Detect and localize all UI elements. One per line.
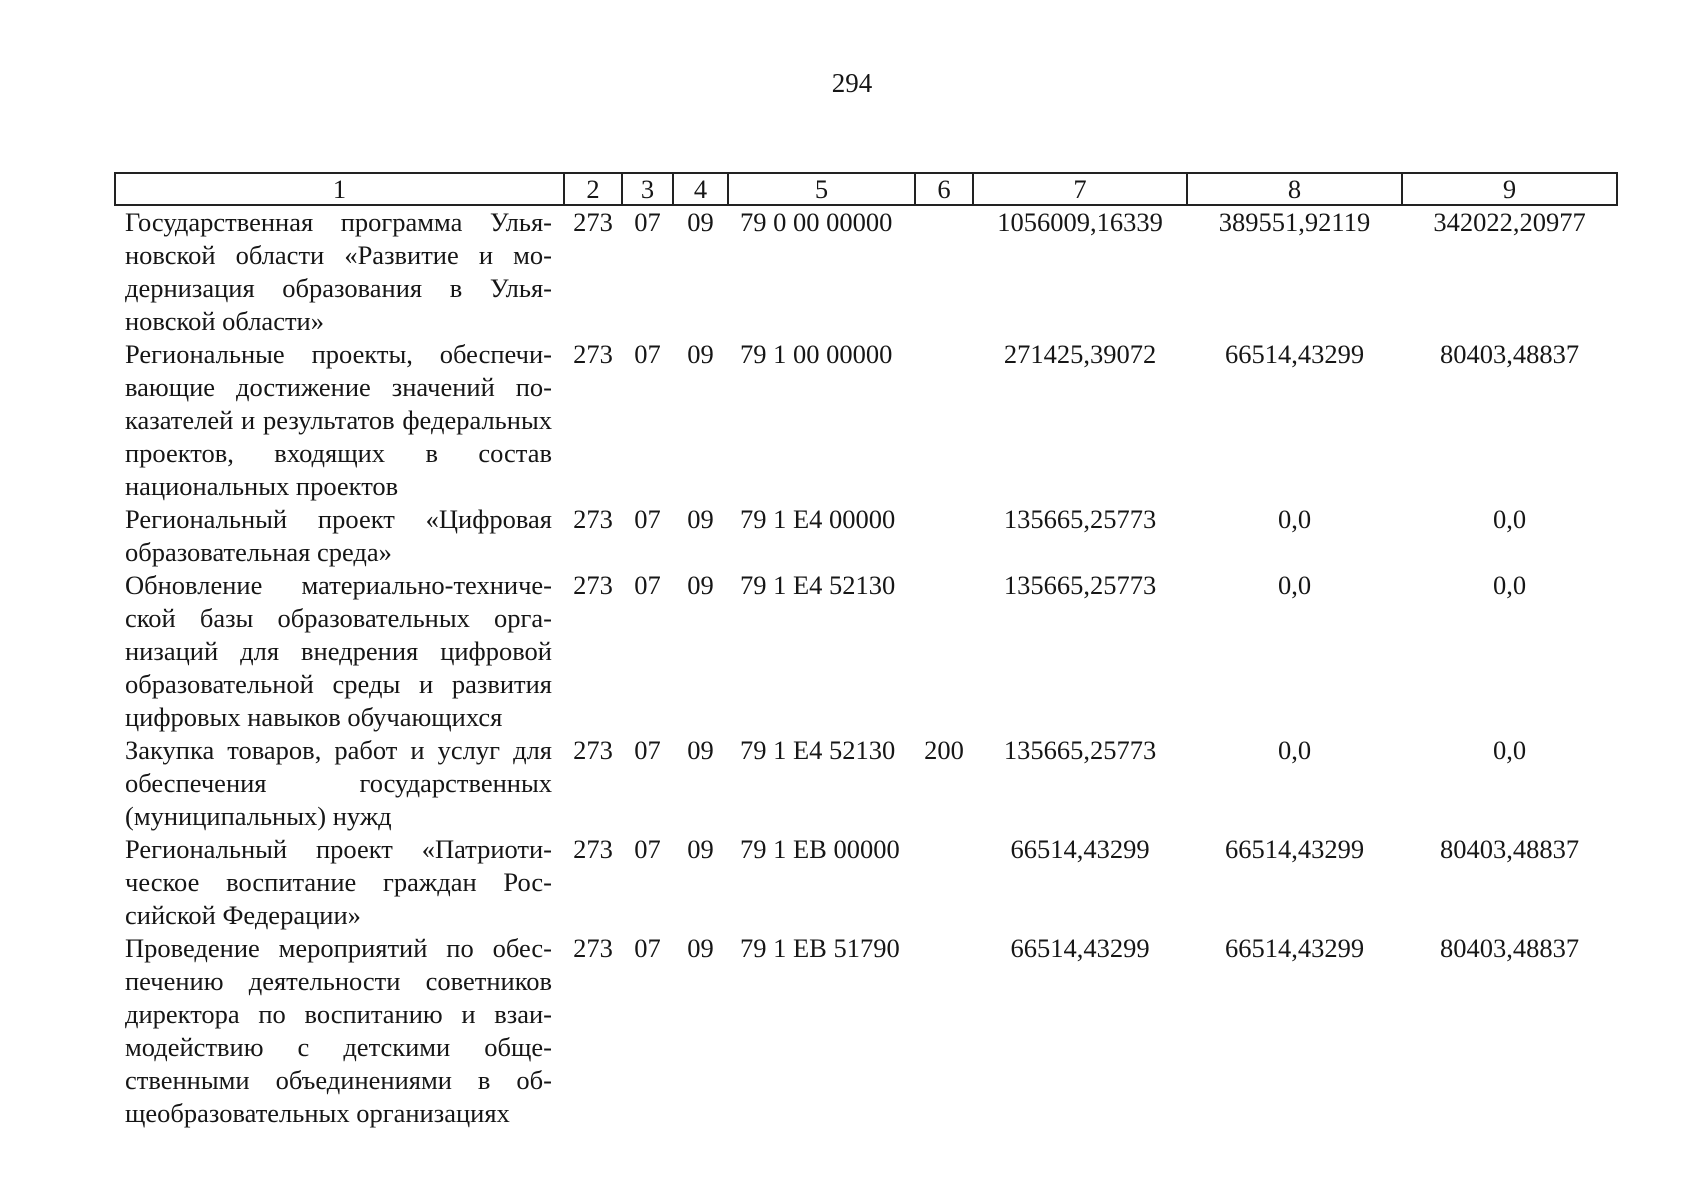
row-code-6 — [915, 503, 973, 569]
row-amount-7: 271425,39072 — [1003, 339, 1157, 369]
row-code-6 — [915, 833, 973, 932]
row-code-5: 79 1 Е4 52130 — [740, 735, 896, 765]
row-code-2: 273 — [573, 834, 613, 864]
row-code-4: 09 — [687, 504, 714, 534]
column-header: 2 — [564, 173, 622, 205]
row-amount-8: 0,0 — [1277, 570, 1312, 600]
row-amount-8: 66514,43299 — [1224, 834, 1365, 864]
row-code-6 — [915, 932, 973, 1130]
row-amount-7: 135665,25773 — [1003, 735, 1157, 765]
row-code-3: 07 — [634, 933, 661, 963]
row-code-5: 79 1 ЕВ 00000 — [740, 834, 900, 864]
row-code-4: 09 — [687, 570, 714, 600]
row-code-2: 273 — [573, 933, 613, 963]
row-amount-8: 66514,43299 — [1224, 339, 1365, 369]
row-code-2: 273 — [573, 207, 613, 237]
row-amount-9: 0,0 — [1492, 735, 1527, 765]
row-code-6 — [915, 205, 973, 338]
row-amount-9: 80403,48837 — [1439, 834, 1580, 864]
row-code-6 — [915, 569, 973, 734]
row-name: Обновление материально-технической базы образовательных организаций для внедрения цифровой образовательной среды и развития цифровых навыков обучающихся — [125, 570, 552, 732]
row-amount-9: 342022,20977 — [1433, 207, 1586, 237]
row-code-5: 79 1 ЕВ 51790 — [740, 933, 900, 963]
table-row — [115, 205, 1617, 338]
row-amount-9: 80403,48837 — [1439, 339, 1580, 369]
row-code-5: 79 1 00 00000 — [740, 339, 893, 369]
row-name: Региональные проекты, обеспечивающие достижение значений показателей и результатов федеральных проектов, входящих в состав национальных проектов — [125, 339, 552, 501]
row-amount-7: 66514,43299 — [1010, 933, 1150, 963]
row-amount-9: 0,0 — [1492, 504, 1527, 534]
row-name: Региональный проект «Цифровая образовательная среда» — [125, 504, 552, 567]
row-code-6 — [915, 338, 973, 503]
row-code-3: 07 — [634, 504, 661, 534]
row-name: Региональный проект «Патриотическое воспитание граждан Российской Федерации» — [125, 834, 552, 930]
row-code-3: 07 — [634, 735, 661, 765]
row-name: Закупка товаров, работ и услуг для обеспечения государственных (муниципальных) нужд — [125, 735, 552, 831]
row-amount-9: 0,0 — [1492, 570, 1527, 600]
row-code-2: 273 — [573, 735, 613, 765]
column-header: 8 — [1187, 173, 1402, 205]
page-number: 294 — [831, 68, 873, 98]
row-amount-7: 135665,25773 — [1003, 504, 1157, 534]
column-header: 6 — [915, 173, 973, 205]
row-amount-9: 80403,48837 — [1439, 933, 1580, 963]
row-code-2: 273 — [573, 339, 613, 369]
row-amount-7: 1056009,16339 — [997, 207, 1163, 237]
budget-table — [114, 172, 1618, 1130]
row-code-2: 273 — [573, 504, 613, 534]
row-amount-8: 66514,43299 — [1224, 933, 1365, 963]
row-code-2: 273 — [573, 570, 613, 600]
row-code-5: 79 1 Е4 52130 — [740, 570, 896, 600]
row-code-4: 09 — [687, 933, 714, 963]
table-row — [115, 503, 1617, 569]
row-code-4: 09 — [687, 834, 714, 864]
table-row — [115, 734, 1617, 833]
row-code-4: 09 — [687, 735, 714, 765]
row-code-4: 09 — [687, 207, 714, 237]
column-header: 1 — [115, 173, 564, 205]
row-amount-8: 389551,92119 — [1218, 207, 1371, 237]
row-amount-8: 0,0 — [1277, 735, 1312, 765]
row-code-3: 07 — [634, 570, 661, 600]
column-header: 7 — [973, 173, 1187, 205]
column-header: 9 — [1402, 173, 1617, 205]
row-amount-7: 135665,25773 — [1003, 570, 1157, 600]
row-code-3: 07 — [634, 339, 661, 369]
row-code-3: 07 — [634, 207, 661, 237]
column-header: 4 — [673, 173, 728, 205]
column-header: 3 — [622, 173, 673, 205]
row-code-5: 79 0 00 00000 — [740, 207, 893, 237]
row-code-3: 07 — [634, 834, 661, 864]
table-row — [115, 569, 1617, 734]
table-header-row — [115, 173, 1617, 205]
row-amount-8: 0,0 — [1277, 504, 1312, 534]
column-header: 5 — [728, 173, 915, 205]
row-name: Государственная программа Ульяновской области «Развитие и модернизация образования в Ульяновской области» — [125, 207, 552, 336]
row-amount-7: 66514,43299 — [1010, 834, 1150, 864]
table-row — [115, 338, 1617, 503]
row-code-4: 09 — [687, 339, 714, 369]
table-row — [115, 833, 1617, 932]
row-code-6: 200 — [924, 735, 964, 765]
table-row — [115, 932, 1617, 1130]
row-name: Проведение мероприятий по обеспечению деятельности советников директора по воспитанию и взаимодействию с детскими общественными объединениями в общеобразовательных организациях — [125, 933, 552, 1128]
row-code-5: 79 1 Е4 00000 — [740, 504, 896, 534]
